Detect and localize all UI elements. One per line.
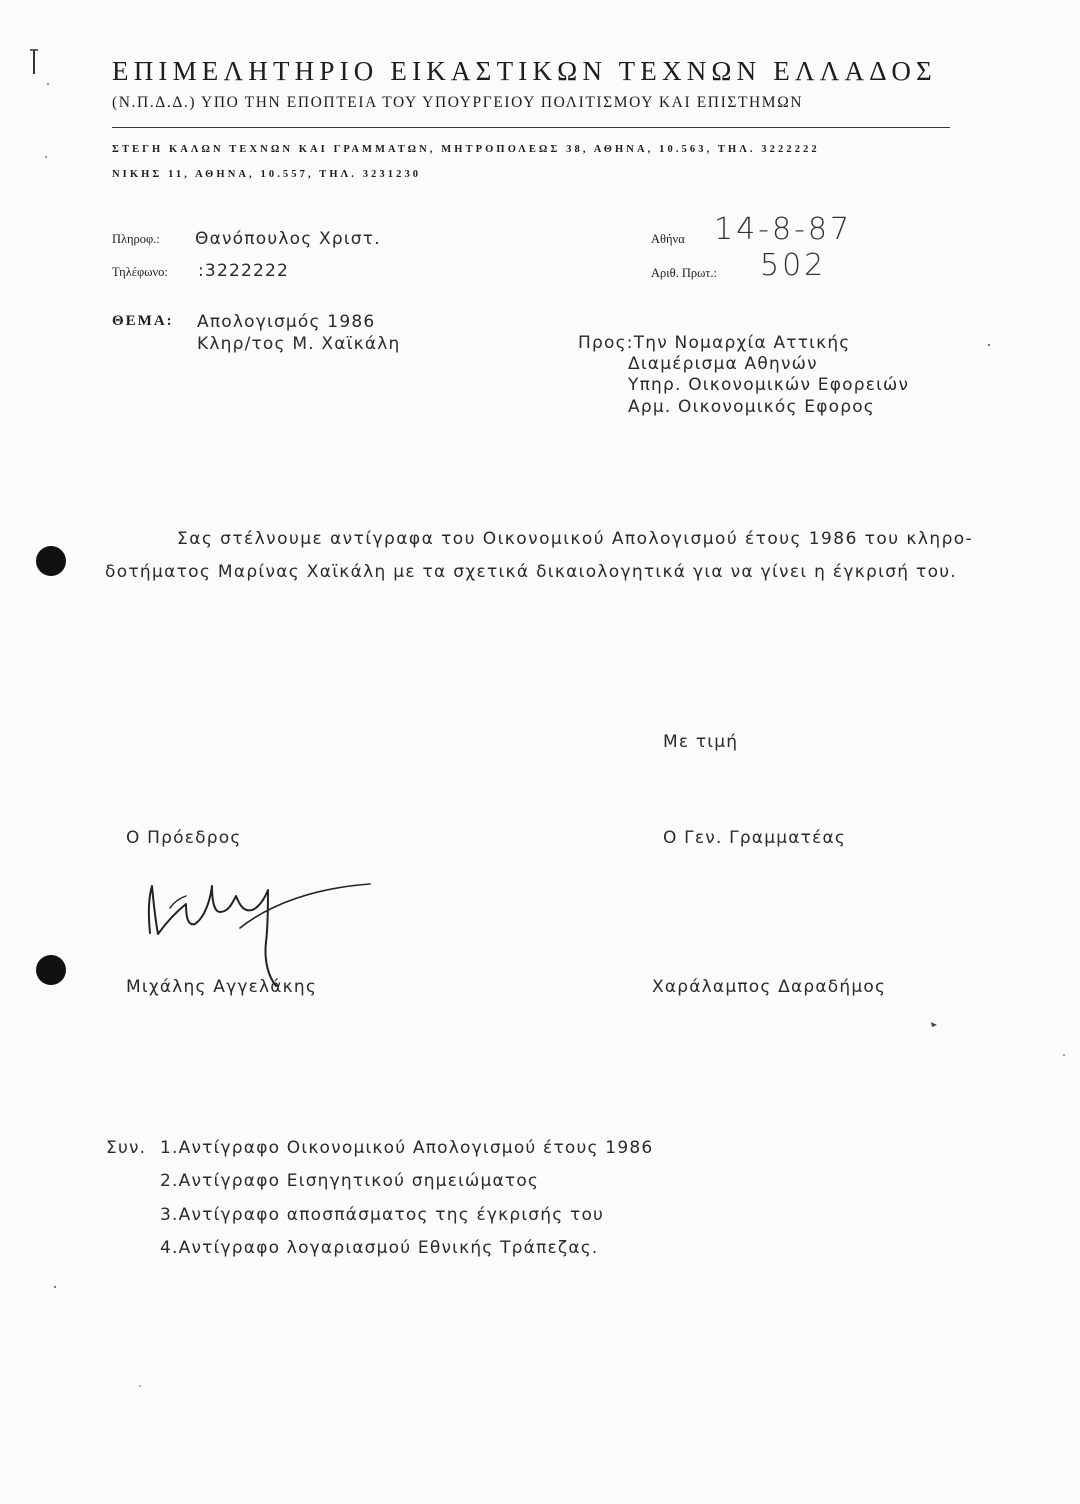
secretary-title: Ο Γεν. Γραμματέας: [663, 828, 847, 848]
body-line-1: Σας στέλνουμε αντίγραφα του Οικονομικού Απολογισμού έτους 1986 του κληρο-: [177, 529, 974, 549]
closing: Με τιμή: [663, 732, 739, 752]
organization-subtitle: (Ν.Π.Δ.Δ.) ΥΠΟ ΤΗΝ ΕΠΟΠΤΕΙΑ ΤΟΥ ΥΠΟΥΡΓΕΙΟΥ ΠΟΛΙΤΙΣΜΟΥ ΚΑΙ ΕΠΙΣΤΗΜΩΝ: [112, 94, 804, 111]
subject-line-2: Κληρ/τος Μ. Χαϊκάλη: [197, 334, 401, 354]
enclosure-item: 4.Αντίγραφο λογαριασμού Εθνικής Τράπεζας.: [160, 1238, 599, 1258]
phone-value: :3222222: [198, 261, 290, 281]
enclosure-item: 3.Αντίγραφο αποσπάσματος της έγκρισής του: [160, 1205, 605, 1225]
president-name: Μιχάλης Αγγελάκης: [126, 977, 318, 997]
handwritten-protocol-number: 502: [760, 248, 827, 283]
handwritten-date: 14-8-87: [714, 212, 853, 247]
president-title: Ο Πρόεδρος: [126, 828, 242, 848]
recipient-line-2: Διαμέρισμα Αθηνών: [628, 354, 818, 374]
secretary-name: Χαράλαμπος Δαραδήμος: [652, 977, 887, 997]
organization-title: ΕΠΙΜΕΛΗΤΗΡΙΟ ΕΙΚΑΣΤΙΚΩΝ ΤΕΧΝΩΝ ΕΛΛΑΔΟΣ: [112, 56, 937, 86]
city-label: Αθήνα: [651, 232, 685, 246]
info-value: Θανόπουλος Χριστ.: [195, 229, 381, 249]
enclosures-label: Συν.: [106, 1138, 147, 1158]
recipient-line-4: Αρμ. Οικονομικός Εφορος: [628, 397, 875, 417]
body-line-2: δοτήματος Μαρίνας Χαϊκάλη με τα σχετικά δικαιολογητικά για να γίνει η έγκρισή του.: [105, 562, 958, 582]
recipient-line-3: Υπηρ. Οικονομικών Εφορειών: [628, 375, 910, 395]
phone-label: Τηλέφωνο:: [112, 265, 168, 279]
protocol-label: Αριθ. Πρωτ.:: [651, 266, 717, 280]
address-line-2: ΝΙΚΗΣ 11, ΑΘΗΝΑ, 10.557, ΤΗΛ. 3231230: [112, 169, 422, 180]
recipient-line-1: Προς:Την Νομαρχία Αττικής: [578, 333, 851, 353]
subject-label: ΘΕΜΑ:: [112, 313, 174, 329]
enclosure-item: 2.Αντίγραφο Εισηγητικού σημειώματος: [160, 1171, 540, 1191]
enclosure-item: 1.Αντίγραφο Οικονομικού Απολογισμού έτους 1986: [160, 1138, 654, 1158]
subject-line-1: Απολογισμός 1986: [197, 312, 376, 332]
info-label: Πληροφ.:: [112, 232, 160, 246]
address-line-1: ΣΤΕΓΗ ΚΑΛΩΝ ΤΕΧΝΩΝ ΚΑΙ ΓΡΑΜΜΑΤΩΝ, ΜΗΤΡΟΠΟΛΕΩΣ 38, ΑΘΗΝΑ, 10.563, ΤΗΛ. 3222222: [112, 144, 820, 155]
